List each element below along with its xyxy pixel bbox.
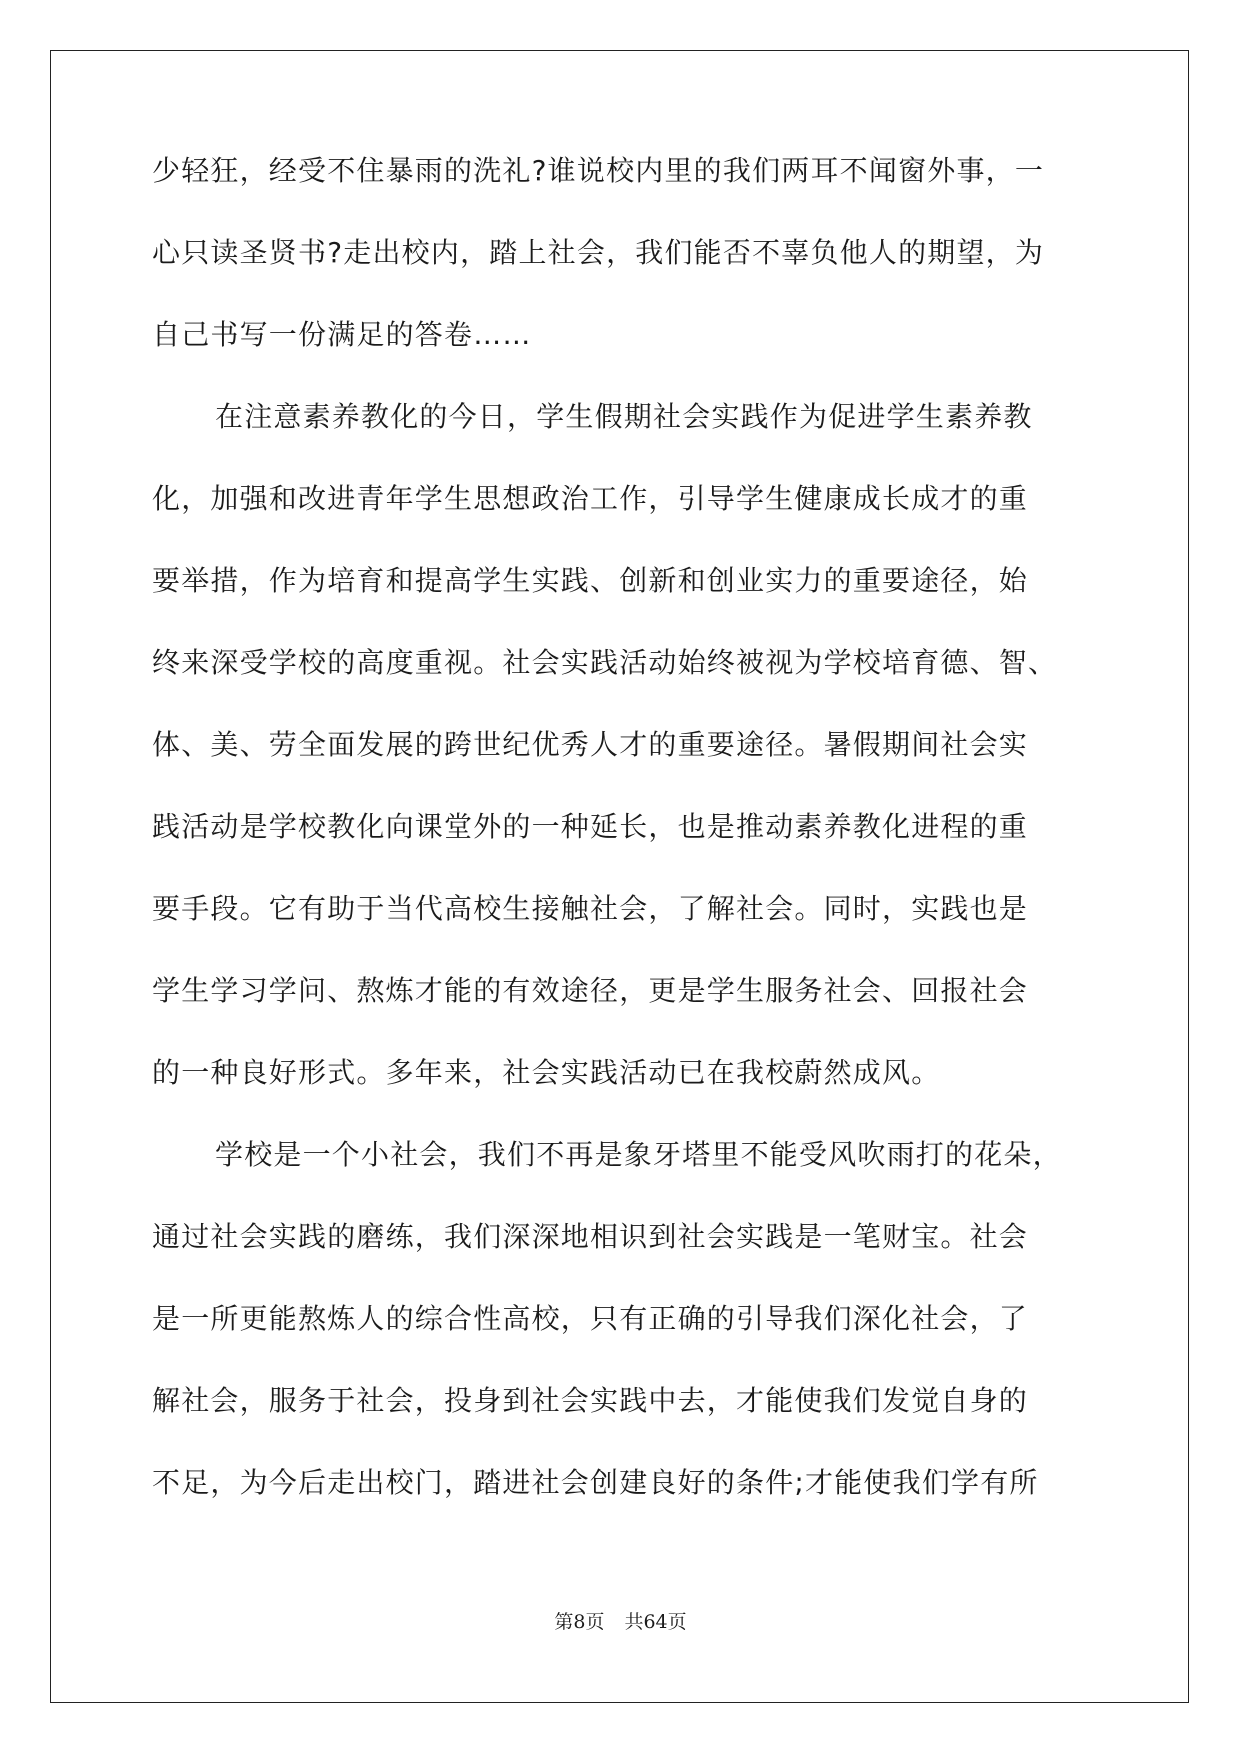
total-pages: 共64页 <box>624 1611 687 1633</box>
text-line: 要手段。它有助于当代高校生接触社会，了解社会。同时，实践也是 <box>152 892 1029 925</box>
text-line: 自己书写一份满足的答卷…… <box>152 318 532 351</box>
text-line: 通过社会实践的磨练，我们深深地相识到社会实践是一笔财宝。社会 <box>152 1220 1029 1253</box>
paragraph-start-line: 学校是一个小社会，我们不再是象牙塔里不能受风吹雨打的花朵， <box>215 1138 1062 1171</box>
paragraph-start-line: 在注意素养教化的今日，学生假期社会实践作为促进学生素养教 <box>215 400 1033 433</box>
text-line: 少轻狂，经受不住暴雨的洗礼?谁说校内里的我们两耳不闻窗外事，一 <box>152 154 1045 187</box>
page-number: 第8页 <box>554 1611 605 1633</box>
document-body <box>152 155 1102 1549</box>
text-line: 不足，为今后走出校门，踏进社会创建良好的条件;才能使我们学有所 <box>152 1466 1039 1499</box>
text-line: 化，加强和改进青年学生思想政治工作，引导学生健康成长成才的重 <box>152 482 1029 515</box>
text-line: 心只读圣贤书?走出校内，踏上社会，我们能否不辜负他人的期望，为 <box>152 236 1045 269</box>
text-line: 解社会，服务于社会，投身到社会实践中去，才能使我们发觉自身的 <box>152 1384 1029 1417</box>
text-line: 是一所更能熬炼人的综合性高校，只有正确的引导我们深化社会，了 <box>152 1302 1029 1335</box>
text-line: 体、美、劳全面发展的跨世纪优秀人才的重要途径。暑假期间社会实 <box>152 728 1029 761</box>
text-line: 的一种良好形式。多年来，社会实践活动已在我校蔚然成风。 <box>152 1056 941 1089</box>
text-line: 要举措，作为培育和提高学生实践、创新和创业实力的重要途径，始 <box>152 564 1029 597</box>
text-line: 终来深受学校的高度重视。社会实践活动始终被视为学校培育德、智、 <box>152 646 1058 679</box>
text-line: 践活动是学校教化向课堂外的一种延长，也是推动素养教化进程的重 <box>152 810 1029 843</box>
page-footer <box>0 1610 1241 1634</box>
text-line: 学生学习学问、熬炼才能的有效途径，更是学生服务社会、回报社会 <box>152 974 1029 1007</box>
